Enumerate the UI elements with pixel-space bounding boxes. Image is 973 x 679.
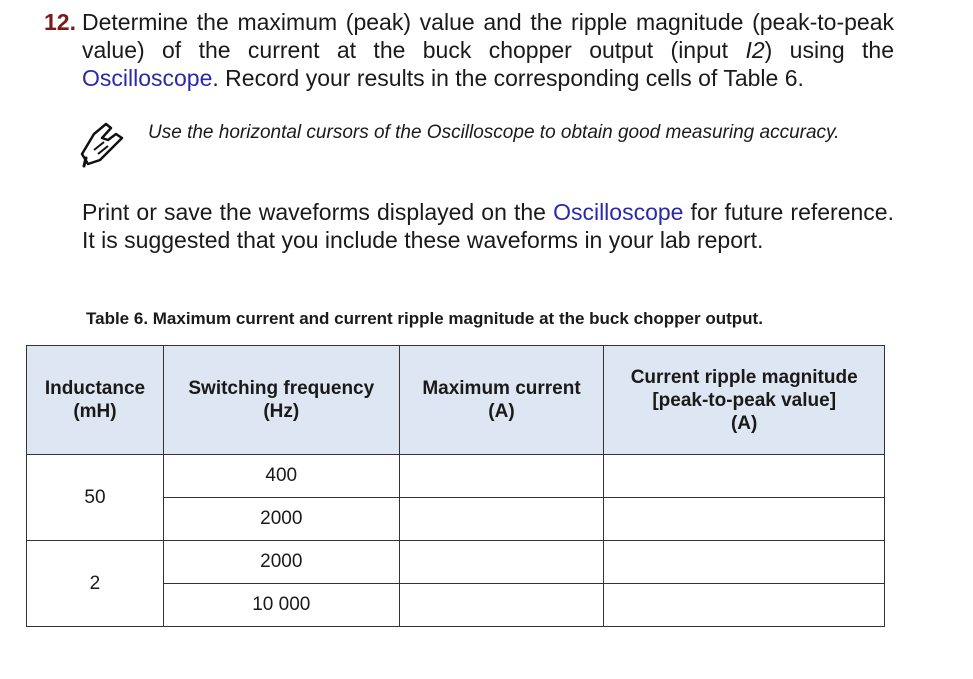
frequency-cell: 400 [163, 455, 399, 498]
header-current-ripple: Current ripple magnitude [peak-to-peak value] (A) [604, 346, 885, 455]
max-current-input-cell[interactable] [399, 541, 604, 584]
table-row [27, 541, 885, 584]
table-row [27, 455, 885, 498]
step-instruction [82, 8, 894, 92]
frequency-cell: 10 000 [163, 584, 399, 627]
oscilloscope-link-2[interactable]: Oscilloscope [553, 199, 684, 225]
print-text-before: Print or save the waveforms displayed on the [82, 199, 554, 225]
inductance-cell: 2 [27, 541, 164, 627]
step-text-after: . Record your results in the corresponding cells of Table 6. [212, 65, 804, 91]
header-maximum-current: Maximum current (A) [399, 346, 604, 455]
max-current-input-cell[interactable] [399, 455, 604, 498]
note-hand-icon [78, 120, 130, 168]
ripple-input-cell[interactable] [604, 498, 885, 541]
header-inductance: Inductance (mH) [27, 346, 164, 455]
step-number: 12. [44, 9, 76, 35]
inductance-cell: 50 [27, 455, 164, 541]
step-text-middle: ) using the [764, 37, 894, 63]
max-current-input-cell[interactable] [399, 584, 604, 627]
print-text-after: for future reference. It is suggested that you include these waveforms in your lab report. [82, 199, 894, 253]
table-caption: Table 6. Maximum current and current ripple magnitude at the buck chopper output. [86, 309, 763, 328]
ripple-input-cell[interactable] [604, 455, 885, 498]
oscilloscope-link[interactable]: Oscilloscope [82, 65, 213, 91]
frequency-cell: 2000 [163, 541, 399, 584]
input-reference: I2 [745, 37, 765, 63]
step-text-before: Determine the maximum (peak) value and the ripple magnitude (peak-to-peak value) of the current at the buck chopper output (input [82, 9, 894, 63]
ripple-input-cell[interactable] [604, 541, 885, 584]
frequency-cell: 2000 [163, 498, 399, 541]
table-header-row [27, 346, 885, 455]
max-current-input-cell[interactable] [399, 498, 604, 541]
print-instruction [82, 198, 894, 254]
note-text: Use the horizontal cursors of the Oscilloscope to obtain good measuring accuracy. [148, 122, 840, 143]
ripple-input-cell[interactable] [604, 584, 885, 627]
header-switching-frequency: Switching frequency (Hz) [163, 346, 399, 455]
results-table [26, 345, 885, 627]
